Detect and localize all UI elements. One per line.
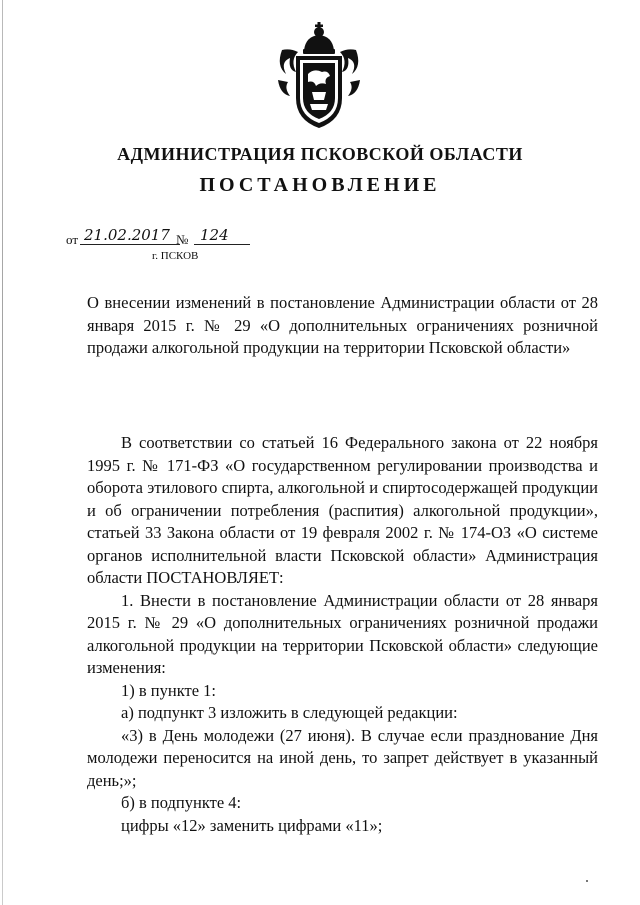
- body-paragraph: а) подпункт 3 изложить в следующей редакции:: [121, 703, 458, 722]
- body-paragraph: «3) в День молодежи (27 июня). В случае если празднование Дня молодежи переносится на иной день, то запрет действует в указанный день;»;: [87, 725, 598, 790]
- date-prefix: от: [66, 232, 79, 247]
- body-paragraph: 1) в пункте 1:: [121, 680, 216, 700]
- handwritten-number: 124: [194, 226, 250, 245]
- organization-heading: АДМИНИСТРАЦИЯ ПСКОВСКОЙ ОБЛАСТИ: [117, 144, 523, 164]
- city-label: г. ПСКОВ: [152, 250, 199, 262]
- body-paragraph: В соответствии со статьей 16 Федерального закона от 22 ноября 1995 г. № 171-ФЗ «О государственном регулировании производства и оборота этилового спирта, алкогольной и спиртосодержащей продукции и об ограничении потребления (распития) алкогольной продукции», статьей 33 Закона области от 19 февраля 2002 г. № 174-ОЗ «О системе органов исполнительной власти Псковской области» Администрация области ПОСТАНОВЛЯЕТ:: [87, 433, 598, 587]
- date-number-line: [66, 226, 266, 248]
- scan-speck: [586, 880, 588, 882]
- coat-of-arms-emblem: [276, 22, 362, 130]
- body-paragraph: 1. Внести в постановление Администрации области от 28 января 2015 г. № 29 «О дополнительных ограничениях розничной продажи алкогольной продукции на территории Псковской области» следующие изменения:: [87, 590, 598, 677]
- body-paragraph: цифры «12» заменить цифрами «11»;: [121, 815, 383, 835]
- scan-edge: [2, 0, 3, 905]
- document-body: [87, 432, 598, 837]
- handwritten-date: 21.02.2017: [80, 226, 180, 245]
- number-prefix: №: [176, 232, 189, 247]
- document-title: О внесении изменений в постановление Администрации области от 28 января 2015 г. № 29 «О дополнительных ограничениях розничной продажи алкогольной продукции на территории Псковской области»: [87, 293, 598, 357]
- body-paragraph: б) в подпункте 4:: [121, 793, 242, 812]
- document-type-heading: ПОСТАНОВЛЕНИЕ: [199, 174, 441, 196]
